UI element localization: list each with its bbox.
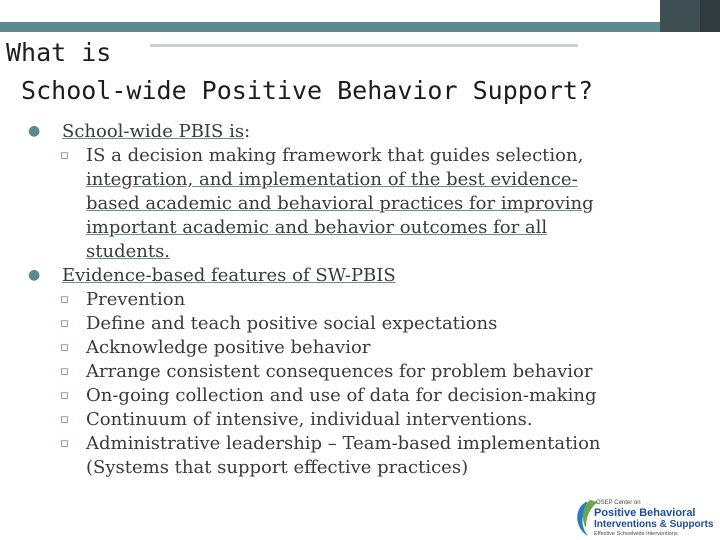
logo-line-2: Interventions & Supports xyxy=(594,519,714,530)
top-margin xyxy=(0,0,720,22)
list-item xyxy=(28,336,668,360)
definition-line: integration, and implementation of the best evidence- xyxy=(86,169,578,190)
square-bullet-icon: ▫ xyxy=(60,364,69,379)
square-bullet-icon: ▫ xyxy=(60,388,69,403)
definition-line: IS a decision making framework that guides selection, xyxy=(86,145,584,166)
list-item xyxy=(28,384,668,408)
list-item-text-continued: (Systems that support effective practices) xyxy=(86,457,469,478)
square-bullet-icon: ▫ xyxy=(60,436,69,451)
title-line-1: What is xyxy=(6,38,112,67)
square-bullet-icon: ▫ xyxy=(60,148,69,163)
list-item xyxy=(28,288,668,312)
header-bar-teal xyxy=(0,22,660,32)
list-item xyxy=(28,360,668,384)
square-bullet-icon: ▫ xyxy=(60,340,69,355)
definition-line: important academic and behavior outcomes for all xyxy=(86,217,548,238)
definition-line: students. xyxy=(86,241,171,262)
bullet-dot-icon: ● xyxy=(28,123,41,139)
definition-line: based academic and behavioral practices for improving xyxy=(86,193,594,214)
list-item xyxy=(28,408,668,432)
list-item xyxy=(28,312,668,336)
bullet-school-wide-pbis xyxy=(28,120,668,144)
logo-line-1: Positive Behavioral xyxy=(594,507,696,519)
bullet-text: Evidence-based features of SW-PBIS xyxy=(62,265,396,286)
logo-line-3: Effective Schoolwide Interventions xyxy=(594,531,678,537)
bullet-evidence-based xyxy=(28,264,668,288)
logo-small-top: OSEP Center on xyxy=(596,500,641,506)
pbis-logo xyxy=(572,494,720,540)
bullet-dot-icon: ● xyxy=(28,267,41,283)
list-item xyxy=(28,432,668,480)
list-item-text: Arrange consistent consequences for problem behavior xyxy=(86,361,593,382)
sub-bullet-definition xyxy=(28,144,668,264)
slide-content xyxy=(28,120,668,480)
list-item-text: On-going collection and use of data for decision-making xyxy=(86,385,597,406)
square-bullet-icon: ▫ xyxy=(60,412,69,427)
list-item-text: Administrative leadership – Team-based implementation xyxy=(86,433,601,454)
square-bullet-icon: ▫ xyxy=(60,292,69,307)
slide-title xyxy=(6,34,593,110)
bullet-text: School-wide PBIS is xyxy=(62,121,245,142)
list-item-text: Define and teach positive social expectations xyxy=(86,313,498,334)
list-item-text: Continuum of intensive, individual interventions. xyxy=(86,409,533,430)
header-bar-end-block xyxy=(660,0,720,32)
list-item-text: Prevention xyxy=(86,289,186,310)
square-bullet-icon: ▫ xyxy=(60,316,69,331)
list-item-text: Acknowledge positive behavior xyxy=(86,337,371,358)
bullet-colon: : xyxy=(244,121,251,142)
title-line-2: School-wide Positive Behavior Support? xyxy=(6,76,593,105)
